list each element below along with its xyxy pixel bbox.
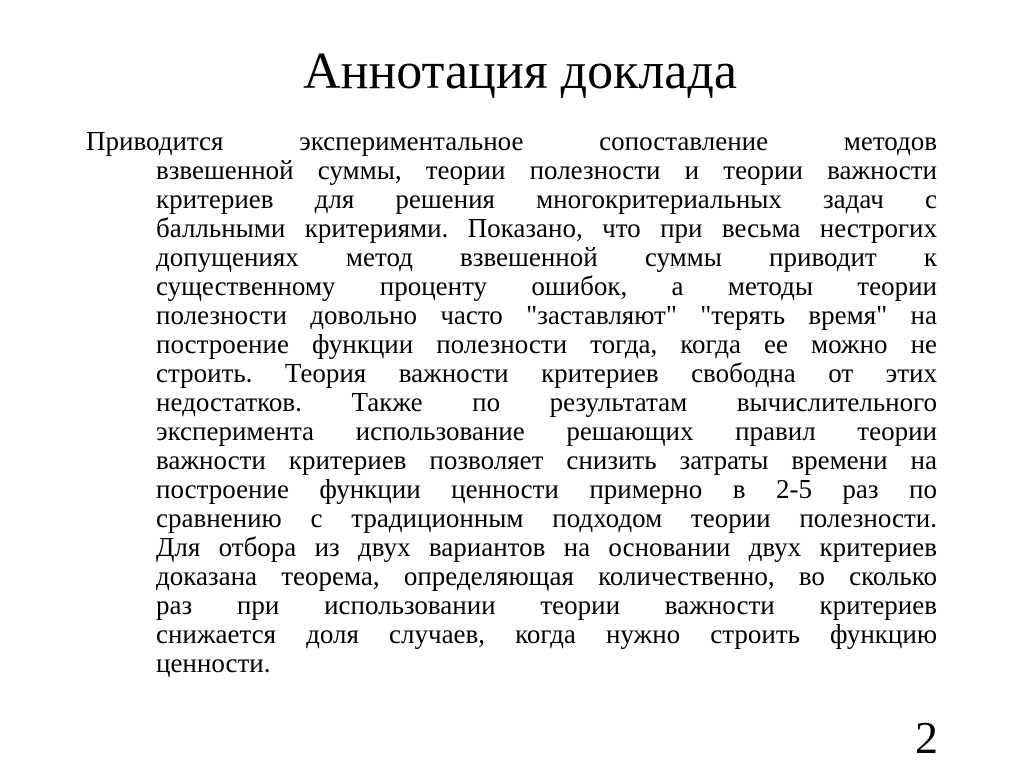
slide-title: Аннотация доклада <box>303 43 737 100</box>
abstract-line: полезности довольно часто "заставляют" "терять время" на <box>156 301 937 330</box>
abstract-line: Для отбора из двух вариантов на основании двух критериев <box>156 533 937 562</box>
abstract-line: недостатков. Также по результатам вычислительного <box>156 388 937 417</box>
abstract-line: Приводится экспериментальное сопоставление методов <box>86 127 937 156</box>
abstract-line: построение функции ценности примерно в 2-5 раз по <box>156 475 937 504</box>
abstract-line: допущениях метод взвешенной суммы приводит к <box>156 243 937 272</box>
abstract-line: раз при использовании теории важности критериев <box>156 591 937 620</box>
abstract-line: эксперимента использование решающих правил теории <box>156 417 937 446</box>
abstract-line: доказана теорема, определяющая количественно, во сколько <box>156 562 937 591</box>
abstract-line: взвешенной суммы, теории полезности и теории важности <box>156 156 937 185</box>
abstract-line: снижается доля случаев, когда нужно строить функцию <box>156 620 937 649</box>
page-number: 2 <box>915 712 938 763</box>
abstract-line: критериев для решения многокритериальных задач с <box>156 185 937 214</box>
abstract-line: балльными критериями. Показано, что при весьма нестрогих <box>156 214 937 243</box>
abstract-line: существенному проценту ошибок, а методы теории <box>156 272 937 301</box>
abstract-line: строить. Теория важности критериев свободна от этих <box>156 359 937 388</box>
abstract-line: построение функции полезности тогда, когда ее можно не <box>156 330 937 359</box>
abstract-line: сравнению с традиционным подходом теории полезности. <box>156 504 937 533</box>
abstract-line: важности критериев позволяет снизить затраты времени на <box>156 446 937 475</box>
abstract-paragraph <box>86 127 937 678</box>
abstract-line: ценности. <box>156 649 271 678</box>
